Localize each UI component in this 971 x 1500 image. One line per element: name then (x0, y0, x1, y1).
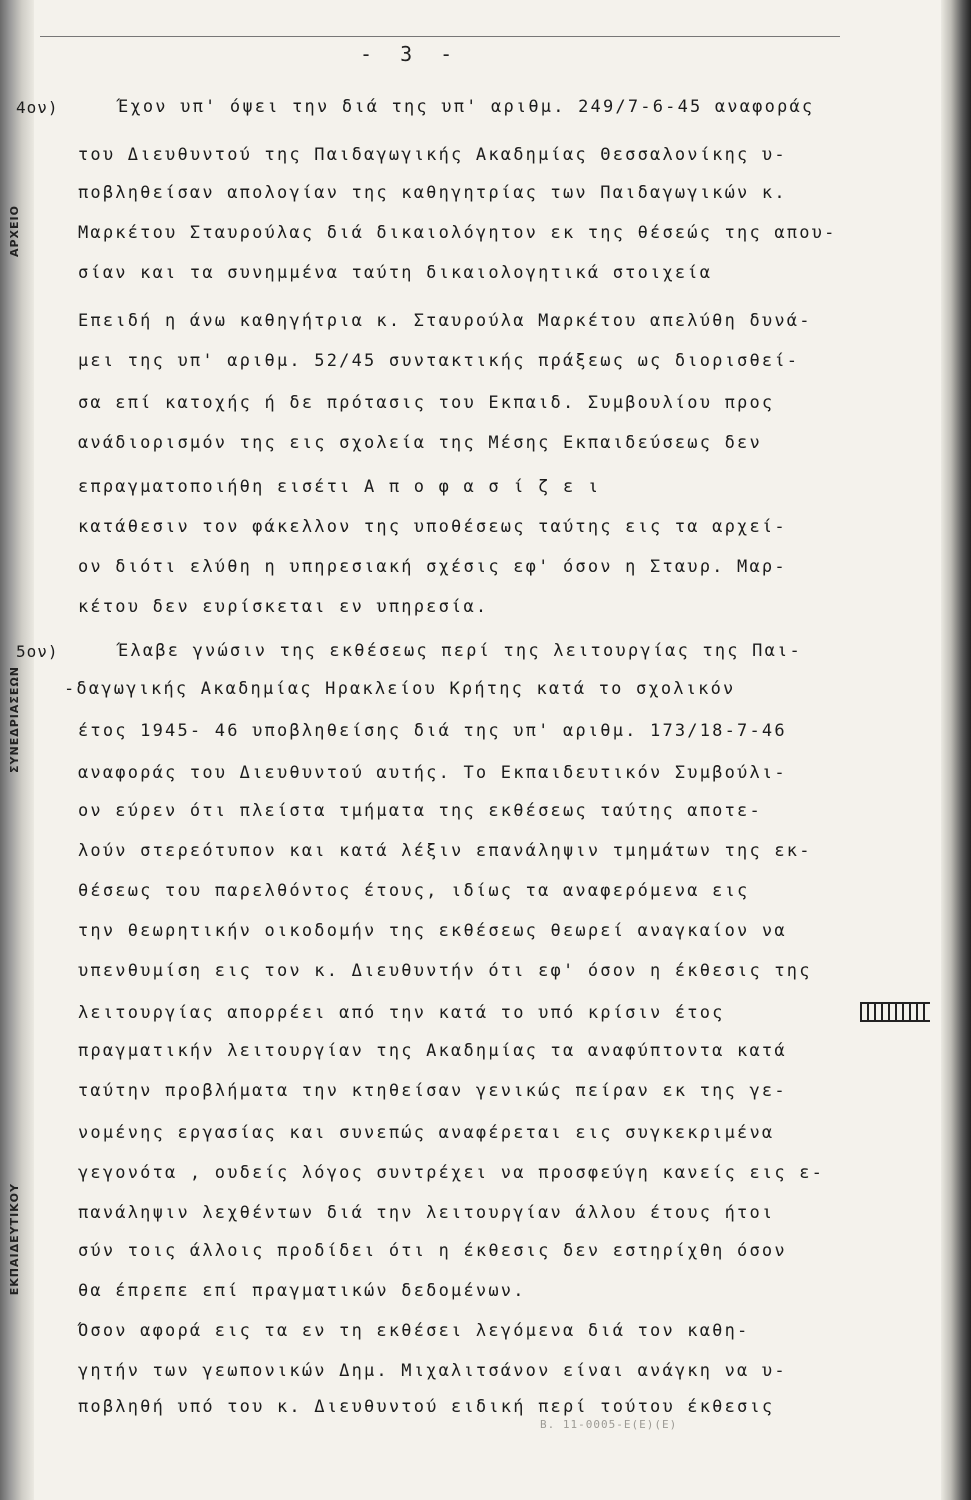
text-line: σύν τοις άλλοις προδίδει ότι η έκθεσις δεν εστηρίχθη όσον (78, 1241, 787, 1261)
text-line: γητήν των γεωπονικών Δημ. Μιχαλιτσάνον είναι ανάγκη να υ- (78, 1361, 787, 1381)
text-line: Επειδή η άνω καθηγήτρια κ. Σταυρούλα Μαρκέτου απελύθη δυνά- (78, 311, 812, 331)
text-line: ταύτην προβλήματα την κτηθείσαν γενικώς πείραν εκ της γε- (78, 1081, 787, 1101)
text-line: Μαρκέτου Σταυρούλας διά δικαιολόγητον εκ της θέσεώς της απου- (78, 223, 837, 243)
text-line: σα επί κατοχής ή δε πρότασις του Εκπαιδ. Συμβουλίου προς (78, 393, 775, 413)
text-line: Όσον αφορά εις τα εν τη εκθέσει λεγόμενα διά τον καθη- (78, 1321, 750, 1341)
section-label: 4ον) (16, 98, 59, 117)
text-line: νομένης εργασίας και συνεπώς αναφέρεται εις συγκεκριμένα (78, 1123, 775, 1143)
text-line: υπενθυμίση εις τον κ. Διευθυντήν ότι εφ' όσον η έκθεσις της (78, 961, 812, 981)
top-rule (40, 36, 840, 37)
text-line: ποβληθή υπό του κ. Διευθυντού ειδική περί τούτου έκθεσις (78, 1397, 775, 1417)
text-line: επραγματοποιήθη εισέτι Α π ο φ α σ ί ζ ε ι (78, 477, 601, 497)
text-line: έτος 1945- 46 υποβληθείσης διά της υπ' αριθμ. 173/18-7-46 (78, 721, 787, 741)
struck-out-text (860, 1002, 930, 1022)
text-line: γεγονότα , ουδείς λόγος συντρέχει να προσφεύγη κανείς εις ε- (78, 1163, 825, 1183)
page-number: - 3 - (360, 42, 461, 66)
binding-stamp-text: ΑΡΧΕΙΟ (7, 204, 21, 257)
text-line: αναφοράς του Διευθυντού αυτής. Το Εκπαιδευτικόν Συμβούλι- (78, 763, 787, 783)
binding-stamp-text: ΣΥΝΕΔΡΙΑΣΕΩΝ (7, 666, 21, 774)
text-line: πανάληψιν λεχθέντων διά την λειτουργίαν άλλου έτους ήτοι (78, 1203, 775, 1223)
text-line: λειτουργίας απορρέει από την κατά το υπό κρίσιν έτος (78, 1003, 725, 1023)
binding-edge (0, 0, 34, 1500)
text-line: του Διευθυντού της Παιδαγωγικής Ακαδημίας Θεσσαλονίκης υ- (78, 145, 787, 165)
text-line: -δαγωγικής Ακαδημίας Ηρακλείου Κρήτης κατά το σχολικόν (64, 679, 736, 699)
text-line: θα έπρεπε επί πραγματικών δεδομένων. (78, 1281, 526, 1301)
text-line: σίαν και τα συνημμένα ταύτη δικαιολογητικά στοιχεία (78, 263, 713, 283)
text-line: κατάθεσιν τον φάκελλον της υποθέσεως ταύτης εις τα αρχεί- (78, 517, 787, 537)
binding-stamp (4, 0, 24, 1500)
faint-print-code: Β. 11-0005-Ε(Ε)(Ε) (540, 1418, 678, 1431)
text-line: την θεωρητικήν οικοδομήν της εκθέσεως θεωρεί αναγκαίον να (78, 921, 787, 941)
text-line: λούν στερεότυπον και κατά λέξιν επανάληψιν τμημάτων της εκ- (78, 841, 812, 861)
text-line: κέτου δεν ευρίσκεται εν υπηρεσία. (78, 597, 489, 617)
binding-stamp-text: ΕΚΠΑΙΔΕΥΤΙΚΟΥ (7, 1182, 21, 1296)
text-line: μει της υπ' αριθμ. 52/45 συντακτικής πράξεως ως διορισθεί- (78, 351, 800, 371)
text-line: Έχον υπ' όψει την διά της υπ' αριθμ. 249/7-6-45 αναφοράς (118, 97, 815, 117)
text-line: ον εύρεν ότι πλείστα τμήματα της εκθέσεως ταύτης αποτε- (78, 801, 762, 821)
text-line: θέσεως του παρελθόντος έτους, ιδίως τα αναφερόμενα εις (78, 881, 750, 901)
section-label: 5ον) (16, 642, 59, 661)
text-line: πραγματικήν λειτουργίαν της Ακαδημίας τα αναφύπτοντα κατά (78, 1041, 787, 1061)
text-line: ανάδιορισμόν της εις σχολεία της Μέσης Εκπαιδεύσεως δεν (78, 433, 762, 453)
text-line: ον διότι ελύθη η υπηρεσιακή σχέσις εφ' όσον η Σταυρ. Μαρ- (78, 557, 787, 577)
text-line: Έλαβε γνώσιν της εκθέσεως περί της λειτουργίας της Παι- (118, 641, 802, 661)
text-line: ποβληθείσαν απολογίαν της καθηγητρίας των Παιδαγωγικών κ. (78, 183, 787, 203)
page-edge-shadow (941, 0, 971, 1500)
